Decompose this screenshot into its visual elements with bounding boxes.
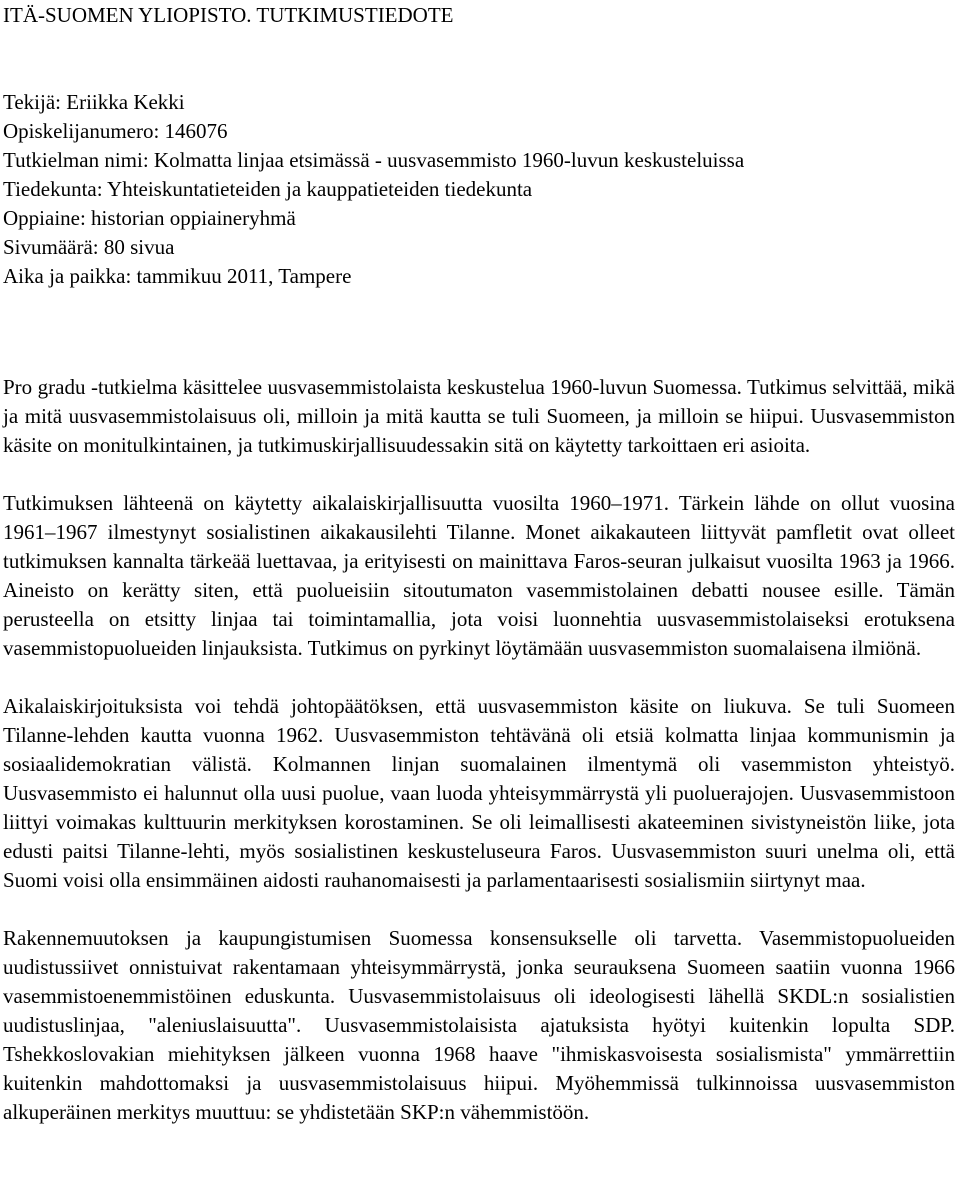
meta-thesis-title: Tutkielman nimi: Kolmatta linjaa etsimässä - uusvasemmisto 1960-luvun keskusteluissa: [3, 148, 745, 172]
abstract-paragraph-1: Pro gradu -tutkielma käsittelee uusvasemmistolaista keskustelua 1960-luvun Suomessa. Tutkimus selvittää, mikä ja mitä uusvasemmistolaisuus oli, milloin ja mitä kautta se tuli Suomeen, ja milloin se hiipui. Uusvasemmiston käsite on monitulkintainen, ja tutkimuskirjallisuudessakin sitä on käytetty tarkoittaen eri asioita.: [3, 375, 955, 457]
abstract-paragraph-2: Tutkimuksen lähteenä on käytetty aikalaiskirjallisuutta vuosilta 1960–1971. Tärkein lähde on ollut vuosina 1961–1967 ilmestynyt sosialistinen aikakausilehti Tilanne. Monet aikakauteen liittyvät pamfletit ovat olleet tutkimuksen kannalta tärkeää luettavaa, ja erityisesti on mainittava Faros-seuran julkaisut vuosilta 1963 ja 1966. Aineisto on kerätty siten, että puolueisiin sitoutumaton vasemmistolainen debatti nousee esille. Tämän perusteella on etsitty linjaa tai toimintamallia, jota voisi luonnehtia uusvasemmistolaiseksi erotuksena vasemmistopuolueiden linjauksista. Tutkimus on pyrkinyt löytämään uusvasemmiston suomalaisena ilmiönä.: [3, 491, 955, 660]
meta-student-number: Opiskelijanumero: 146076: [3, 119, 228, 143]
document-header: ITÄ-SUOMEN YLIOPISTO. TUTKIMUSTIEDOTE: [3, 3, 454, 27]
meta-time-and-place: Aika ja paikka: tammikuu 2011, Tampere: [3, 264, 352, 288]
meta-faculty: Tiedekunta: Yhteiskuntatieteiden ja kauppatieteiden tiedekunta: [3, 177, 533, 201]
meta-page-count: Sivumäärä: 80 sivua: [3, 235, 175, 259]
document-page: [3, 1, 955, 1127]
abstract-paragraph-3: Aikalaiskirjoituksista voi tehdä johtopäätöksen, että uusvasemmiston käsite on liukuva. Se tuli Suomeen Tilanne-lehden kautta vuonna 1962. Uusvasemmiston tehtävänä oli etsiä kolmatta linjaa kommunismin ja sosiaalidemokratian välistä. Kolmannen linjan suomalainen ilmentymä oli vasemmiston yhteistyö. Uusvasemmisto ei halunnut olla uusi puolue, vaan luoda yhteisymmärrystä yli puoluerajojen. Uusvasemmistoon liittyi voimakas kulttuurin merkityksen korostaminen. Se oli leimallisesti akateeminen sivistyneistön liike, jota edusti paitsi Tilanne-lehti, myös sosialistinen keskusteluseura Faros. Uusvasemmiston suuri unelma oli, että Suomi voisi olla ensimmäinen aidosti rauhanomaisesti ja parlamentaarisesti sosialismiin siirtynyt maa.: [3, 694, 955, 892]
meta-author: Tekijä: Eriikka Kekki: [3, 90, 185, 114]
abstract-paragraph-4: Rakennemuutoksen ja kaupungistumisen Suomessa konsensukselle oli tarvetta. Vasemmistopuolueiden uudistussiivet onnistuivat rakentamaan yhteisymmärrystä, jonka seurauksena Suomeen saatiin vuonna 1966 vasemmistoenemmistöinen eduskunta. Uusvasemmistolaisuus oli ideologisesti lähellä SKDL:n sosialistien uudistuslinjaa, "aleniuslaisuutta". Uusvasemmistolaisista ajatuksista hyötyi kuitenkin lopulta SDP. Tshekkoslovakian miehityksen jälkeen vuonna 1968 haave "ihmiskasvoisesta sosialismista" ymmärrettiin kuitenkin mahdottomaksi ja uusvasemmistolaisuus hiipui. Myöhemmissä tulkinnoissa uusvasemmiston alkuperäinen merkitys muuttuu: se yhdistetään SKP:n vähemmistöön.: [3, 926, 955, 1124]
metadata-block: [3, 88, 955, 291]
meta-subject: Oppiaine: historian oppiaineryhmä: [3, 206, 296, 230]
